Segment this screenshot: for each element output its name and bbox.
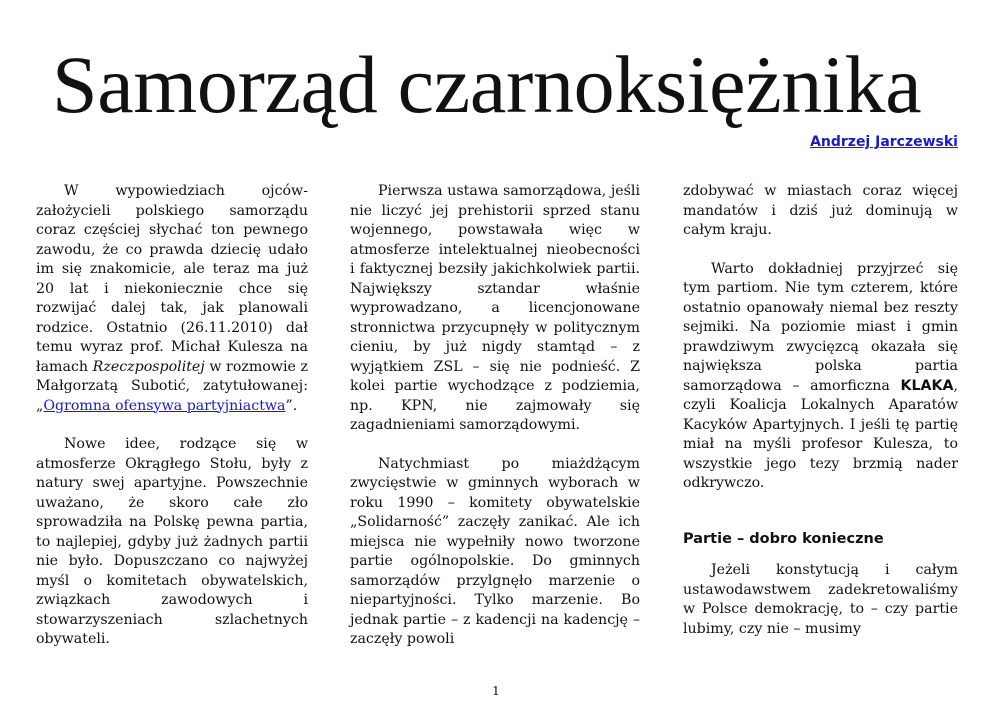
column-2 [350,182,640,669]
paragraph-text: Warto dokładniej przyjrzeć się tym partiom. Nie tym czterem, które ostatnio opanowały niemal bez reszty sejmiki. Na poziomie miast i gmin prawdziwym zwycięzcą okazała się największa polska partia samorządowa – amorficzna [683,260,958,394]
paragraph-text: ”. [285,397,298,414]
paragraph: zdobywać w miastach coraz więcej mandatów i dziś już dominują w całym kraju. [683,183,958,238]
paragraph: Nowe idee, rodzące się w atmosferze Okrągłego Stołu, były z natury swej apartyjne. Powszechnie uważano, że skoro całe zło sprowadziła na Polskę pewna partia, to najlepiej, gdyby już żadnych partii nie było. Dopuszczano co najwyżej myśl o komitetach obywatelskich, związkach zawodowych i stowarzyszeniach szlachetnych obywateli. [36,436,308,647]
publication-name: Rzeczpospolitej [92,358,205,375]
column-3 [683,182,958,658]
author-link[interactable]: Andrzej Jarczewski [810,134,958,150]
paragraph: Pierwsza ustawa samorządowa, jeśli nie liczyć jej prehistorii sprzed stanu wojennego, powstawała więc w atmosferze intelektualnej nieobecności i faktycznej bezsiły jakichkolwiek partii. Największy sztandar właśnie wyprowadzano, a licencjonowane stronnictwa przycupnęły w politycznym cieniu, by już nigdy stamtąd – z wyjątkiem ZSL – się nie podnieść. Z kolei partie wychodzące z podziemia, np. KPN, nie zajmowały się zagadnieniami samorządowymi. [350,183,640,433]
section-heading: Partie – dobro konieczne [683,530,884,547]
paragraph-text: w rozmowie z Małgorzatą Subotić, zatytułowanej: „ [36,358,308,414]
paragraph: Jeżeli konstytucją i całym ustawodawstwem zadekretowaliśmy w Polsce demokrację, to – czy partie lubimy, czy nie – musimy [683,562,958,637]
page-number: 1 [492,684,500,698]
paragraph-text: W wypowiedziach ojców-założycieli polskiego samorządu coraz częściej słychać ton pewnego zawodu, że co prawda dziecię udało im się znakomicie, ale teraz ma już 20 lat i niekoniecznie chce się rozwijać dalej tak, jak planowali rodzice. Ostatnio (26.11.2010) dał temu wyraz prof. Michał Kulesza na łamach [36,183,308,375]
klaka-acronym: KLAKA [900,377,954,394]
column-1 [36,182,308,669]
paragraph-text: , czyli Koalicja Lokalnych Aparatów Kacyków Apartyjnych. I jeśli tę partię miał na myśli profesor Kulesza, to wszystkie jego tezy brzmią nader odkrywczo. [683,377,958,491]
article-title: Samorząd czarnoksiężnika [52,39,922,130]
paragraph [683,260,958,494]
paragraph [36,182,308,416]
paragraph: Natychmiast po miażdżącym zwycięstwie w gminnych wyborach w roku 1990 – komitety obywatelskie „Solidarność” zaczęły zanikać. Ale ich miejsca nie wypełniły nowo tworzone partie ogólnopolskie. Do gminnych samorządów przylgnęło marzenie o niepartyjności. Tylko marzenie. Bo jednak partie – z kadencji na kadencję – zaczęły powoli [350,455,640,647]
interview-link[interactable]: Ogromna ofensywa partyjniactwa [43,397,286,414]
